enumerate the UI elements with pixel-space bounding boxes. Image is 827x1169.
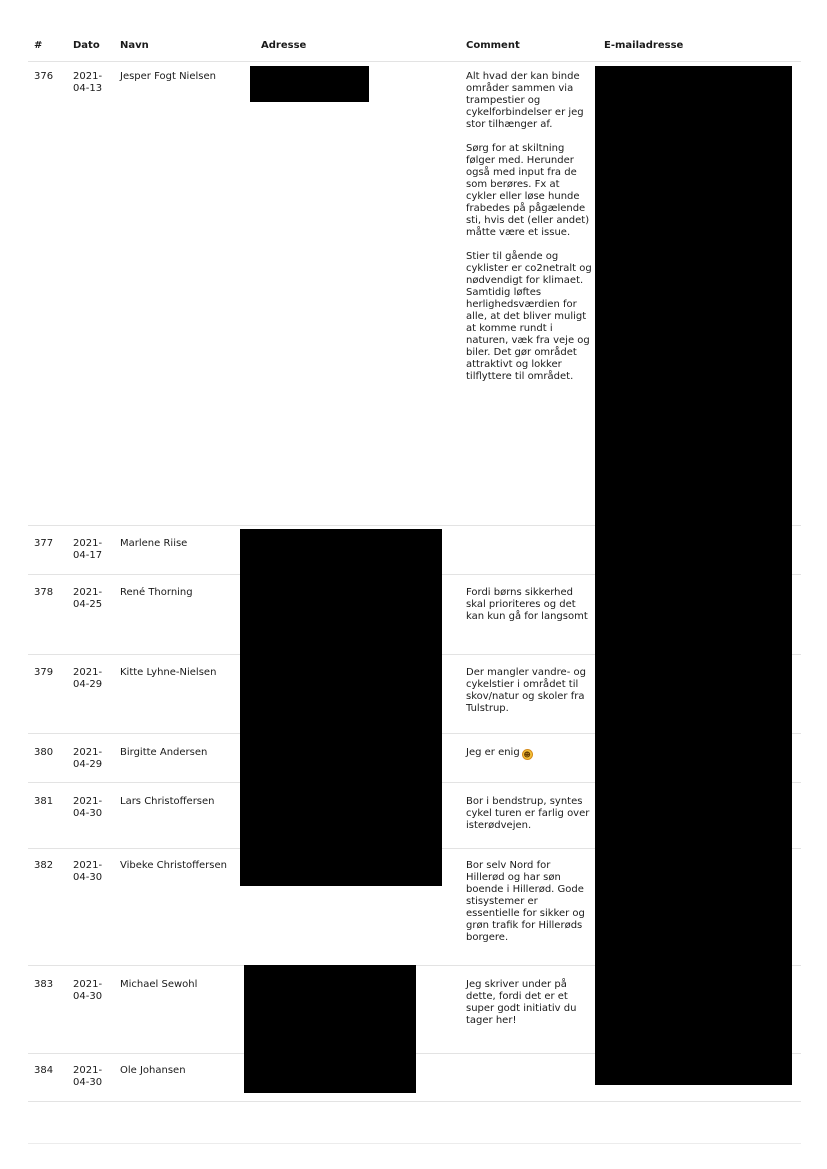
row-381-name: Lars Christoffersen [120, 796, 215, 807]
table-bottom-divider [28, 1101, 801, 1102]
row-382-comment [466, 860, 592, 944]
row-381-num: 381 [34, 796, 54, 807]
comment-paragraph: Jeg skriver under på dette, fordi det er et super godt initiativ du tager her! [466, 979, 577, 1026]
header-num: # [34, 40, 43, 51]
row-384-num: 384 [34, 1065, 54, 1076]
row-383-num: 383 [34, 979, 54, 990]
row-383-name: Michael Sewohl [120, 979, 198, 990]
smiling-face-emoji-icon: ☻ [523, 751, 531, 759]
comment-paragraph: Sørg for at skiltning følger med. Herunder også med input fra de som berøres. Fx at cykler eller løse hunde frabedes på pågælende sti, hvis det (eller andet) måtte være et issue. [466, 143, 590, 238]
petition-table [28, 27, 801, 1102]
row-378-date: 2021- 04-25 [73, 587, 103, 610]
row-378-comment [466, 587, 592, 623]
row-379-comment [466, 667, 592, 715]
row-379-date: 2021- 04-29 [73, 667, 103, 690]
row-380-comment [466, 747, 592, 760]
redaction-address-383-384 [244, 965, 416, 1093]
row-380-num: 380 [34, 747, 54, 758]
row-380-name: Birgitte Andersen [120, 747, 208, 758]
row-381-date: 2021- 04-30 [73, 796, 103, 819]
comment-paragraph: Bor selv Nord for Hillerød og har søn boende i Hillerød. Gode stisystemer er essentielle for sikker og grøn trafik for Hillerøds borgere. [466, 860, 585, 943]
comment-paragraph: Der mangler vandre- og cykelstier i området til skov/natur og skoler fra Tulstrup. [466, 667, 586, 714]
redaction-email-column [595, 66, 792, 1085]
row-380-date: 2021- 04-29 [73, 747, 103, 770]
header-name: Navn [120, 40, 149, 51]
comment-paragraph: Fordi børns sikkerhed skal prioriteres og det kan kun gå for langsomt [466, 587, 588, 622]
row-377-date: 2021- 04-17 [73, 538, 103, 561]
row-384-name: Ole Johansen [120, 1065, 186, 1076]
row-376-comment [466, 71, 592, 383]
header-email: E-mailadresse [604, 40, 684, 51]
row-379-num: 379 [34, 667, 54, 678]
row-379-name: Kitte Lyhne-Nielsen [120, 667, 217, 678]
row-378-name: René Thorning [120, 587, 193, 598]
redaction-address-377-382 [240, 529, 442, 886]
comment-paragraph: Alt hvad der kan binde områder sammen via trampestier og cykelforbindelser er jeg stor tilhænger af. [466, 71, 584, 130]
row-381-comment [466, 796, 592, 832]
comment-paragraph: Bor i bendstrup, syntes cykel turen er farlig over isterødvejen. [466, 796, 590, 831]
header-comment: Comment [466, 40, 520, 51]
row-377-num: 377 [34, 538, 54, 549]
row-384-date: 2021- 04-30 [73, 1065, 103, 1088]
row-378-num: 378 [34, 587, 54, 598]
header-date: Dato [73, 40, 100, 51]
comment-text: Jeg er enig [466, 747, 520, 758]
comment-paragraph: Stier til gående og cyklister er co2netralt og nødvendigt for klimaet. Samtidig løftes herlighedsværdien for alle, at det bliver muligt at komme rundt i naturen, væk fra veje og biler. Det gør området attraktivt og lokker tilflyttere til området. [466, 251, 592, 382]
page-footer-divider [28, 1143, 801, 1144]
row-383-comment [466, 979, 592, 1027]
row-376-num: 376 [34, 71, 54, 82]
header-divider [28, 61, 801, 62]
row-383-date: 2021- 04-30 [73, 979, 103, 1002]
row-377-name: Marlene Riise [120, 538, 188, 549]
row-382-name: Vibeke Christoffersen [120, 860, 227, 871]
redaction-address-376 [250, 66, 369, 102]
row-376-name: Jesper Fogt Nielsen [120, 71, 216, 82]
row-382-date: 2021- 04-30 [73, 860, 103, 883]
header-address: Adresse [261, 40, 307, 51]
row-376-date: 2021- 04-13 [73, 71, 103, 94]
row-382-num: 382 [34, 860, 54, 871]
